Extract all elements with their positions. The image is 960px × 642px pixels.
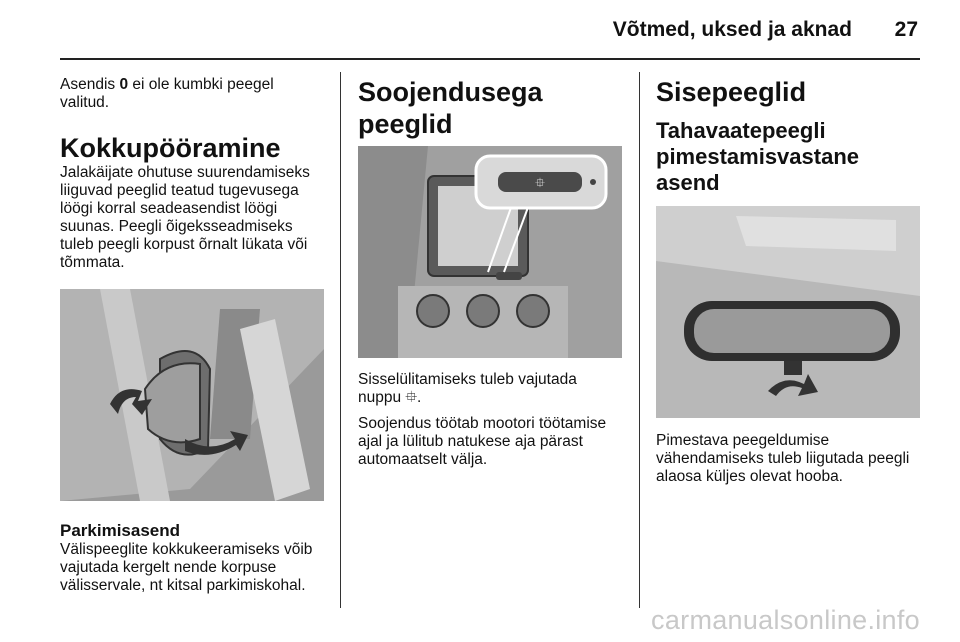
switch-on-paragraph: Sisselülitamiseks tuleb vajutada nuppu ⯐. <box>358 371 577 406</box>
column-3 <box>656 76 922 486</box>
header-rule <box>60 58 920 60</box>
svg-text:⯐: ⯐ <box>535 176 545 191</box>
intro-paragraph: Asendis 0 ei ole kumbki peegel valitud. <box>60 76 274 111</box>
rearview-mirror-illustration <box>656 206 920 418</box>
column-2 <box>358 76 624 469</box>
subheading-parking: Parkimisasend <box>60 521 181 540</box>
column-divider-1 <box>340 72 341 608</box>
section-heading-interior-mirrors: Sisepeeglid <box>656 77 807 107</box>
page-number: 27 <box>894 18 918 41</box>
watermark: carmanualsonline.info <box>651 605 920 635</box>
column-1 <box>60 76 326 595</box>
chapter-title: Võtmed, uksed ja aknad <box>612 18 852 41</box>
parking-paragraph: Välispeeglite kokkukeeramiseks võib vajutada kergelt nende korpuse välisservale, nt kitsal parkimiskohal. <box>60 541 313 594</box>
section-heading-heated-mirrors: Soojendusega peeglid <box>358 77 543 139</box>
folding-paragraph: Jalakäijate ohutuse suurendamiseks liiguvad peeglid teatud tugevusega löögi korral seadeasendist löögi suunas. Peegli õigeksseadmiseks tuleb peegli korpust õrnalt lükata või tõmmata. <box>60 164 310 271</box>
column-divider-2 <box>639 72 640 608</box>
anti-dazzle-paragraph: Pimestava peegeldumise vähendamiseks tuleb liigutada peegli alaosa küljes olevat hooba. <box>656 432 910 485</box>
heating-info-paragraph: Soojendus töötab mootori töötamise ajal ja lülitub natukese aja pärast automaatselt välja. <box>358 415 607 468</box>
subheading-anti-dazzle: Tahavaatepeegli pimestamisvastane asend <box>656 118 859 195</box>
section-heading-folding: Kokkupööramine <box>60 133 281 163</box>
mirror-fold-illustration <box>60 289 324 501</box>
heated-mirror-button-illustration <box>358 146 622 358</box>
